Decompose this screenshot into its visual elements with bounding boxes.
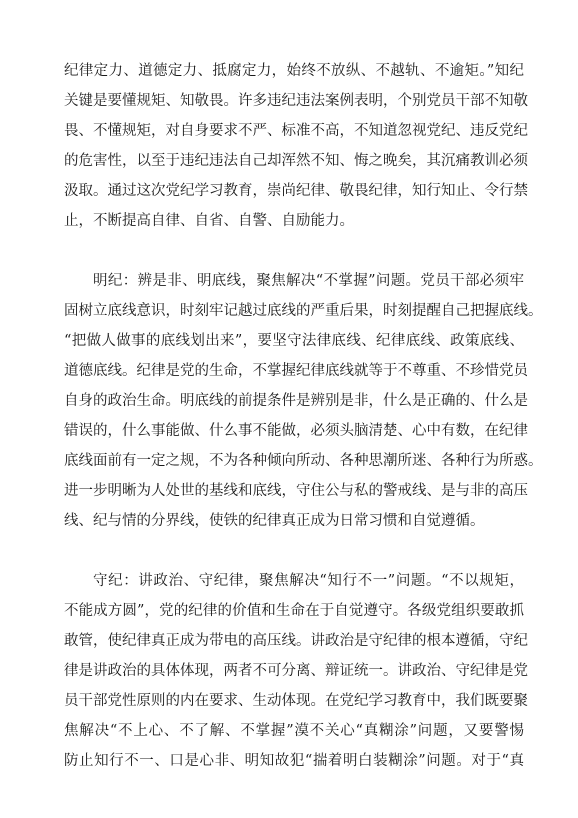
paragraph-3-line-1: 守纪：讲政治、守纪律，聚焦解决“知行不一”问题。“不以规矩， [93,573,524,589]
paragraph-2-line-6: 错误的，什么事能做、什么事不能做，必须头脑清楚、心中有数，在纪律 [64,423,528,439]
paragraph-2-line-3: “把做人做事的底线划出来”，要坚守法律底线、纪律底线、政策底线、 [64,333,524,349]
paragraph-1-line-3: 畏、不懂规矩，对自身要求不严、标准不高，不知道忽视党纪、违反党纪 [64,123,528,139]
paragraph-3-line-7: 防止知行不一、口是心非、明知故犯“揣着明白装糊涂”问题。对于“真 [64,753,524,769]
paragraph-2-line-1: 明纪：辨是非、明底线，聚焦解决“不掌握”问题。党员干部必须牢 [93,273,524,289]
paragraph-3-line-2: 不能成方圆”，党的纪律的价值和生命在于自觉遵守。各级党组织要敢抓 [64,603,524,619]
paragraph-2-line-7: 底线面前有一定之规，不为各种倾向所动、各种思潮所迷、各种行为所惑。 [64,453,543,469]
paragraph-3-line-4: 律是讲政治的具体体现，两者不可分离、辩证统一。讲政治、守纪律是党 [64,663,528,679]
paragraph-1-line-2: 关键是要懂规矩、知敬畏。许多违纪违法案例表明，个别党员干部不知敬 [64,93,528,109]
paragraph-2-line-5: 自身的政治生命。明底线的前提条件是辨别是非，什么是正确的、什么是 [64,393,528,409]
paragraph-3-line-3: 敢管，使纪律真正成为带电的高压线。讲政治是守纪律的根本遵循，守纪 [64,633,528,649]
paragraph-2-line-2: 固树立底线意识，时刻牢记越过底线的严重后果，时刻提醒自己把握底线。 [64,303,543,319]
paragraph-1-line-5: 汲取。通过这次党纪学习教育，崇尚纪律、敬畏纪律，知行知止、令行禁 [64,183,528,199]
paragraph-2-line-4: 道德底线。纪律是党的生命，不掌握纪律底线就等于不尊重、不珍惜党员 [64,363,528,379]
paragraph-1-line-4: 的危害性，以至于违纪违法自己却浑然不知、悔之晚矣，其沉痛教训必须 [64,153,528,169]
paragraph-1-line-6: 止，不断提高自律、自省、自警、自励能力。 [64,213,354,229]
paragraph-2-line-9: 线、纪与情的分界线，使铁的纪律真正成为日常习惯和自觉遵循。 [64,513,485,529]
paragraph-3-line-6: 焦解决“不上心、不了解、不掌握”漠不关心“真糊涂”问题，又要警惕 [64,723,524,739]
paragraph-2-line-8: 进一步明晰为人处世的基线和底线，守住公与私的警戒线、是与非的高压 [64,483,528,499]
paragraph-3-line-5: 员干部党性原则的内在要求、生动体现。在党纪学习教育中，我们既要聚 [64,693,528,709]
paragraph-1-line-1: 纪律定力、道德定力、抵腐定力，始终不放纵、不越轨、不逾矩。”知纪 [64,63,524,79]
